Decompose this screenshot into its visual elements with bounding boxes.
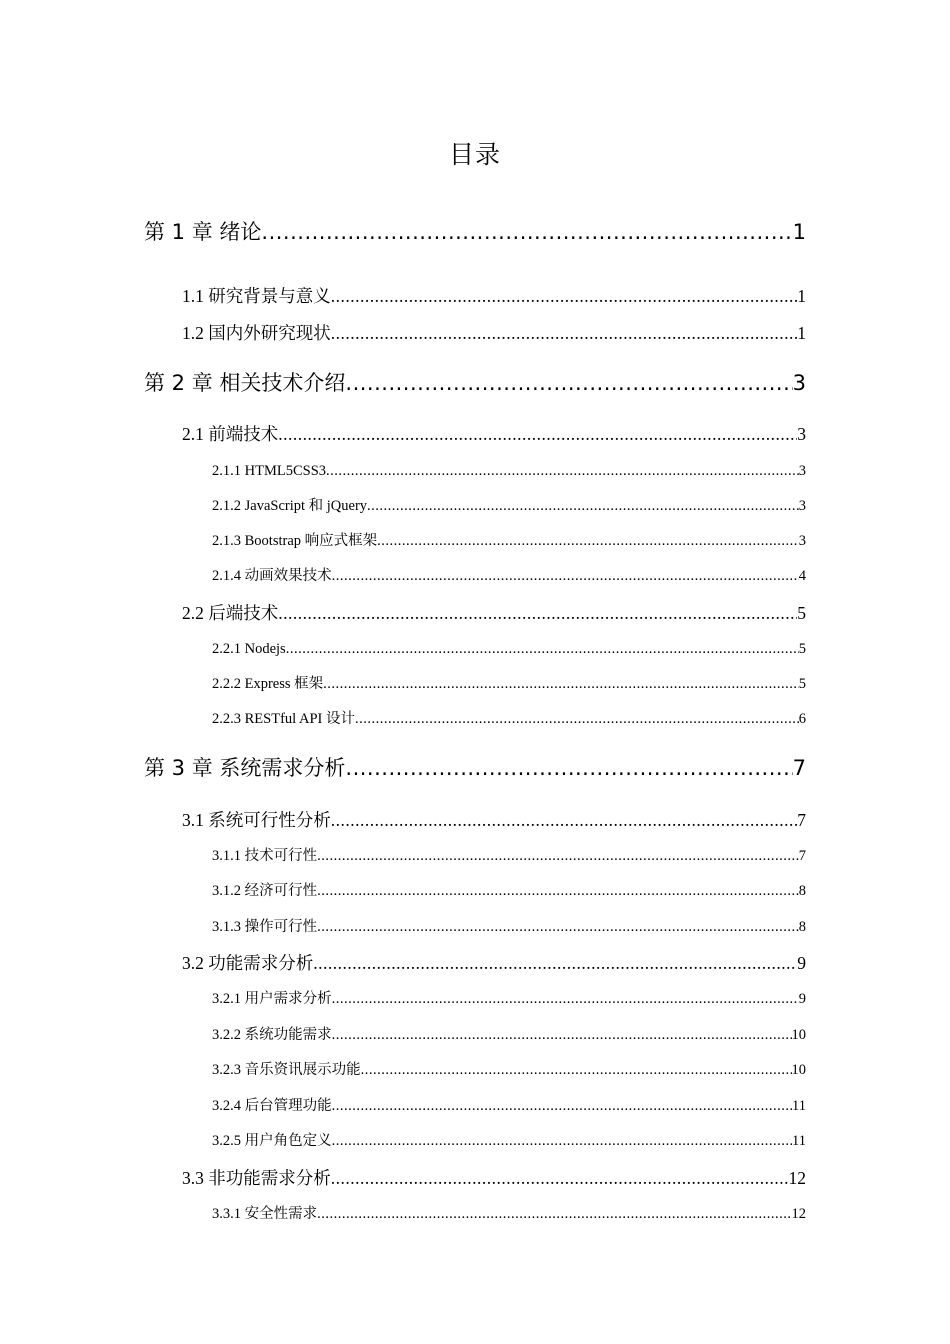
toc-entry-2-1[interactable] bbox=[182, 421, 806, 447]
toc-page-number: 9 bbox=[797, 953, 806, 973]
dot-leader bbox=[326, 460, 799, 482]
toc-page-number: 6 bbox=[798, 711, 806, 727]
toc-entry-3-1-1[interactable] bbox=[212, 845, 806, 867]
toc-entry-2-2[interactable] bbox=[182, 600, 806, 626]
toc-page-number: 9 bbox=[798, 991, 806, 1007]
toc-entry-label: 第 1 章 绪论 bbox=[144, 220, 262, 244]
dot-leader bbox=[367, 495, 799, 517]
toc-entry-label: 3.2 功能需求分析 bbox=[182, 953, 314, 973]
toc-page-number: 7 bbox=[798, 848, 806, 864]
toc-entry-label: 3.3.1 安全性需求 bbox=[212, 1206, 318, 1222]
dot-leader bbox=[377, 530, 799, 552]
toc-entry-3-3[interactable] bbox=[182, 1165, 806, 1191]
toc-page-number: 4 bbox=[798, 568, 806, 584]
toc-entry-3-2-5[interactable] bbox=[212, 1130, 806, 1152]
toc-entry-label: 3.1 系统可行性分析 bbox=[182, 810, 331, 830]
toc-entry-3-2-3[interactable] bbox=[212, 1059, 806, 1081]
toc-page-number: 3 bbox=[792, 371, 806, 395]
dot-leader bbox=[332, 1095, 792, 1117]
dot-leader bbox=[331, 283, 798, 309]
toc-entry-label: 3.2.5 用户角色定义 bbox=[212, 1133, 332, 1149]
dot-leader bbox=[331, 807, 798, 833]
toc-page-number: 5 bbox=[798, 641, 806, 657]
toc-entry-label: 2.1.3 Bootstrap 响应式框架 bbox=[212, 533, 378, 549]
toc-entry-3-2-4[interactable] bbox=[212, 1095, 806, 1117]
toc-entry-2-2-2[interactable] bbox=[212, 673, 806, 695]
toc-entry-label: 3.2.4 后台管理功能 bbox=[212, 1098, 332, 1114]
toc-page-number: 5 bbox=[797, 603, 806, 623]
dot-leader bbox=[355, 708, 799, 730]
dot-leader bbox=[317, 916, 799, 938]
toc-entry-label: 2.1 前端技术 bbox=[182, 424, 279, 444]
toc-entry-label: 1.2 国内外研究现状 bbox=[182, 323, 331, 343]
toc-entry-label: 3.2.3 音乐资讯展示功能 bbox=[212, 1062, 361, 1078]
toc-page-number: 3 bbox=[798, 463, 806, 479]
dot-leader bbox=[332, 1130, 792, 1152]
toc-entry-3-2[interactable] bbox=[182, 950, 806, 976]
toc-entry-1-2[interactable] bbox=[182, 320, 806, 346]
toc-page-number: 3 bbox=[798, 533, 806, 549]
toc-entry-label: 3.1.1 技术可行性 bbox=[212, 848, 318, 864]
toc-entry-label: 2.2.1 Nodejs bbox=[212, 641, 286, 657]
toc-entry-label: 2.1.2 JavaScript 和 jQuery bbox=[212, 498, 368, 514]
toc-entry-3-1[interactable] bbox=[182, 807, 806, 833]
toc-entry-2-1-4[interactable] bbox=[212, 565, 806, 587]
toc-entry-label: 2.2.3 RESTful API 设计 bbox=[212, 711, 355, 727]
toc-entry-label: 3.2.1 用户需求分析 bbox=[212, 991, 332, 1007]
toc-page-number: 5 bbox=[798, 676, 806, 692]
toc-entry-2-1-2[interactable] bbox=[212, 495, 806, 517]
toc-entry-label: 3.2.2 系统功能需求 bbox=[212, 1027, 332, 1043]
dot-leader bbox=[361, 1059, 792, 1081]
toc-entry-3-2-2[interactable] bbox=[212, 1024, 806, 1046]
toc-entry-label: 3.1.2 经济可行性 bbox=[212, 883, 318, 899]
dot-leader bbox=[331, 320, 798, 346]
toc-entry-label: 第 3 章 系统需求分析 bbox=[144, 756, 346, 780]
dot-leader bbox=[317, 1203, 791, 1225]
dot-leader bbox=[261, 217, 792, 247]
toc-title: 目录 bbox=[448, 140, 501, 169]
toc-entry-label: 2.2 后端技术 bbox=[182, 603, 279, 623]
toc-page-number: 8 bbox=[798, 919, 806, 935]
toc-page-number: 1 bbox=[797, 323, 806, 343]
toc-entry-chapter-3[interactable] bbox=[144, 753, 806, 783]
toc-page-number: 12 bbox=[791, 1206, 806, 1222]
toc-page-number: 1 bbox=[792, 220, 806, 244]
toc-entry-chapter-2[interactable] bbox=[144, 368, 806, 398]
dot-leader bbox=[278, 421, 797, 447]
toc-page-number: 3 bbox=[798, 498, 806, 514]
toc-entry-3-1-3[interactable] bbox=[212, 916, 806, 938]
toc-entry-label: 2.1.1 HTML5CSS3 bbox=[212, 463, 327, 479]
dot-leader bbox=[331, 1165, 789, 1191]
toc-page-number: 10 bbox=[791, 1062, 806, 1078]
dot-leader bbox=[345, 753, 792, 783]
toc-page-number: 8 bbox=[798, 883, 806, 899]
toc-page-number: 7 bbox=[797, 810, 806, 830]
toc-page-number: 11 bbox=[792, 1133, 806, 1149]
toc-entry-3-3-1[interactable] bbox=[212, 1203, 806, 1225]
toc-page-number: 7 bbox=[792, 756, 806, 780]
toc-entry-label: 第 2 章 相关技术介绍 bbox=[144, 371, 346, 395]
toc-entry-2-1-1[interactable] bbox=[212, 460, 806, 482]
dot-leader bbox=[278, 600, 797, 626]
dot-leader bbox=[313, 950, 797, 976]
toc-entry-3-1-2[interactable] bbox=[212, 880, 806, 902]
toc-entry-label: 2.2.2 Express 框架 bbox=[212, 676, 324, 692]
toc-page-number: 10 bbox=[791, 1027, 806, 1043]
dot-leader bbox=[286, 638, 799, 660]
toc-entry-label: 3.3 非功能需求分析 bbox=[182, 1168, 331, 1188]
dot-leader bbox=[332, 565, 799, 587]
dot-leader bbox=[332, 1024, 792, 1046]
toc-page-number: 1 bbox=[797, 286, 806, 306]
dot-leader bbox=[317, 845, 799, 867]
toc-entry-3-2-1[interactable] bbox=[212, 988, 806, 1010]
dot-leader bbox=[323, 673, 799, 695]
toc-page-number: 12 bbox=[788, 1168, 806, 1188]
toc-entry-2-2-1[interactable] bbox=[212, 638, 806, 660]
dot-leader bbox=[345, 368, 792, 398]
toc-entry-label: 3.1.3 操作可行性 bbox=[212, 919, 318, 935]
dot-leader bbox=[332, 988, 799, 1010]
toc-entry-1-1[interactable] bbox=[182, 283, 806, 309]
toc-page-number: 11 bbox=[792, 1098, 806, 1114]
dot-leader bbox=[317, 880, 799, 902]
toc-entry-label: 2.1.4 动画效果技术 bbox=[212, 568, 332, 584]
toc-entry-2-1-3[interactable] bbox=[212, 530, 806, 552]
toc-page-number: 3 bbox=[797, 424, 806, 444]
toc-entry-chapter-1[interactable] bbox=[144, 217, 806, 247]
toc-entry-2-2-3[interactable] bbox=[212, 708, 806, 730]
toc-entry-label: 1.1 研究背景与意义 bbox=[182, 286, 331, 306]
